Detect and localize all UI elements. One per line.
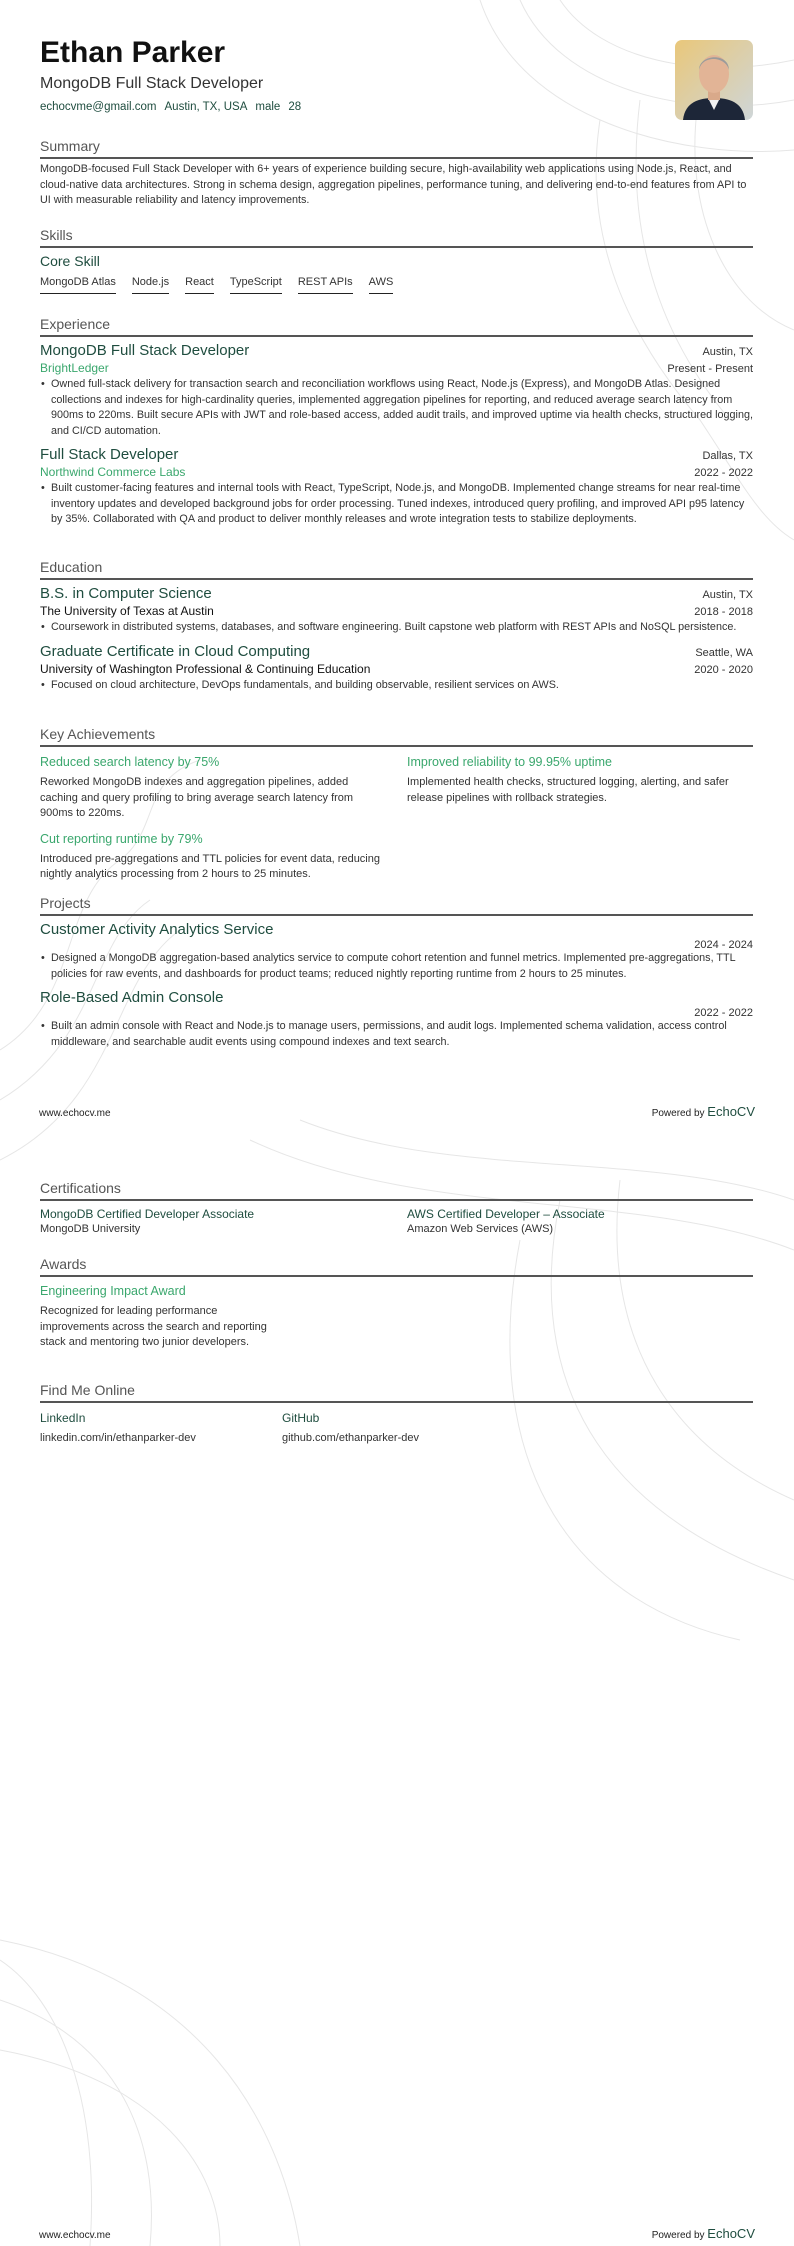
- achievement-desc: Implemented health checks, structured logging, alerting, and safer release pipelines with rollback strategies.: [407, 776, 729, 804]
- certification-item: [407, 1206, 752, 1237]
- edu-location: Seattle, WA: [695, 646, 753, 659]
- email[interactable]: echocvme@gmail.com: [40, 101, 157, 113]
- linkedin-link[interactable]: linkedin.com/in/ethanparker-dev: [40, 1432, 196, 1444]
- online-label: GitHub: [282, 1411, 320, 1425]
- awards-section: [40, 1255, 753, 1351]
- achievement-item: [40, 830, 385, 883]
- online-label: LinkedIn: [40, 1411, 86, 1425]
- education-item: [40, 642, 753, 694]
- certification-item: [40, 1206, 385, 1237]
- section-heading: Certifications: [40, 1179, 753, 1201]
- job-location: Dallas, TX: [702, 450, 753, 462]
- section-heading: Key Achievements: [40, 725, 753, 747]
- job-bullet: • Owned full-stack delivery for transaction search and reconciliation workflows using React, Node.js (Express), and MongoDB Atlas. Designed collections and indexes for high-cardinality queries, implemented aggregation pipelines for reporting, and reduced average search latency from 900ms to 220ms. Built secure APIs with JWT and role-based access, added audit trails, and improved uptime via health checks, structured logging, and CI/CD automation.: [51, 377, 753, 439]
- experience-item: [40, 341, 753, 439]
- job-dates: Present - Present: [667, 363, 753, 375]
- education-item: [40, 584, 753, 636]
- school: University of Washington Professional & Continuing Education: [40, 661, 371, 676]
- achievement-item: [40, 753, 385, 822]
- section-heading: Experience: [40, 315, 753, 337]
- degree: Graduate Certificate in Cloud Computing: [40, 642, 311, 660]
- project-title: Customer Activity Analytics Service: [40, 921, 274, 938]
- job-title: MongoDB Full Stack Developer: [40, 342, 250, 359]
- section-heading: Education: [40, 558, 753, 580]
- online-item: [40, 1410, 282, 1446]
- school: The University of Texas at Austin: [40, 604, 214, 618]
- certification-issuer: Amazon Web Services (AWS): [407, 1223, 554, 1235]
- section-heading: Find Me Online: [40, 1381, 753, 1403]
- candidate-title: MongoDB Full Stack Developer: [40, 75, 264, 92]
- powered-by-label: Powered by: [651, 1108, 705, 1119]
- edu-bullet: • Focused on cloud architecture, DevOps fundamentals, and building observable, resilient services on AWS.: [51, 678, 753, 694]
- skill-tag: TypeScript: [230, 276, 282, 294]
- skill-tags: [40, 276, 753, 294]
- education-section: [40, 558, 753, 693]
- project-item: [40, 988, 753, 1050]
- project-bullet: • Built an admin console with React and Node.js to manage users, permissions, and audit logs. Implemented schema validation, access control middleware, and searchable audit events using compound indexes and text search.: [51, 1019, 753, 1050]
- footer-site-link[interactable]: www.echocv.me: [39, 1108, 111, 1119]
- edu-dates: 2018 - 2018: [694, 606, 753, 618]
- skill-tag: REST APIs: [298, 276, 353, 294]
- project-dates: 2022 - 2022: [694, 1007, 753, 1019]
- candidate-name: Ethan Parker: [40, 36, 226, 69]
- job-title: Full Stack Developer: [40, 446, 179, 463]
- online-item: [282, 1410, 419, 1446]
- skills-section: [40, 226, 753, 294]
- brand-logo[interactable]: EchoCV: [707, 1104, 755, 1119]
- skill-tag: AWS: [369, 276, 394, 294]
- page-footer: [39, 1104, 755, 1119]
- location: Austin, TX, USA: [164, 101, 248, 113]
- brand-logo[interactable]: EchoCV: [707, 2226, 755, 2241]
- achievement-title: Improved reliability to 99.95% uptime: [407, 755, 612, 769]
- project-title: Role-Based Admin Console: [40, 989, 224, 1006]
- achievement-title: Cut reporting runtime by 79%: [40, 831, 203, 846]
- skill-tag: Node.js: [132, 276, 169, 294]
- summary-text: MongoDB-focused Full Stack Developer with 6+ years of experience building secure, high-availability web applications using Node.js, React, and cloud-native data architectures. Strong in schema design, aggregation pipelines, performance tuning, and delivering end-to-end features from API to UI with measurable reliability and latency improvements.: [40, 163, 747, 206]
- page-footer: [39, 2226, 755, 2241]
- profile-photo: [675, 40, 753, 120]
- powered-by-label: Powered by: [651, 2230, 705, 2241]
- certification-issuer: MongoDB University: [40, 1223, 141, 1235]
- achievement-desc: Reworked MongoDB indexes and aggregation pipelines, added caching and query profiling to bring average search latency from 900ms to 220ms.: [40, 776, 354, 819]
- summary-section: [40, 137, 753, 209]
- degree: B.S. in Computer Science: [40, 585, 212, 602]
- age: 28: [288, 101, 302, 113]
- achievement-item: [407, 753, 752, 822]
- resume-header: [40, 36, 753, 115]
- footer-site-link[interactable]: www.echocv.me: [39, 2230, 111, 2241]
- certifications-section: [40, 1179, 753, 1237]
- experience-section: [40, 315, 753, 528]
- skill-tag: React: [185, 276, 214, 294]
- edu-location: Austin, TX: [702, 589, 753, 601]
- powered-by: [652, 1104, 755, 1119]
- job-bullet: • Built customer-facing features and internal tools with React, TypeScript, Node.js, and MongoDB. Implemented change streams for near real-time inventory updates and developed background jobs for order processing. Tuned indexes, introduced query profiling, and improved API p95 latency by 35%. Collaborated with QA and product to deliver monthly releases and wrote integration tests to stabilize deployments.: [51, 481, 753, 528]
- project-bullet: • Designed a MongoDB aggregation-based analytics service to compute cohort retention and funnel metrics. Implemented pre-aggregations, TTL policies for raw events, and dashboards for product teams; reduced nightly reporting runtime from 2 hours to 25 minutes.: [51, 951, 753, 982]
- section-heading: Projects: [40, 894, 753, 916]
- job-location: Austin, TX: [702, 346, 753, 358]
- section-heading: Summary: [40, 137, 753, 159]
- project-dates: 2024 - 2024: [694, 939, 753, 951]
- contact-info: [40, 99, 753, 115]
- achievements-section: [40, 725, 753, 883]
- certification-name: AWS Certified Developer – Associate: [407, 1207, 605, 1221]
- section-heading: Awards: [40, 1255, 753, 1277]
- job-dates: 2022 - 2022: [694, 467, 753, 479]
- experience-item: [40, 445, 753, 528]
- award-desc: Recognized for leading performance improvements across the search and reporting stack and mentoring two junior developers.: [40, 1305, 267, 1348]
- project-item: [40, 920, 753, 982]
- online-section: [40, 1381, 753, 1446]
- achievement-desc: Introduced pre-aggregations and TTL policies for event data, reducing nightly analytics processing from 2 hours to 25 minutes.: [40, 852, 380, 880]
- company-name: BrightLedger: [40, 361, 109, 375]
- certification-name: MongoDB Certified Developer Associate: [40, 1207, 255, 1221]
- projects-section: [40, 894, 753, 1050]
- company-name: Northwind Commerce Labs: [40, 465, 186, 479]
- powered-by: [652, 2226, 755, 2241]
- achievement-title: Reduced search latency by 75%: [40, 755, 220, 769]
- github-link[interactable]: github.com/ethanparker-dev: [282, 1432, 419, 1444]
- skill-tag: MongoDB Atlas: [40, 276, 116, 294]
- skill-group-title: Core Skill: [40, 253, 100, 269]
- edu-bullet: • Coursework in distributed systems, databases, and software engineering. Built capstone web platform with REST APIs and NoSQL persistence.: [51, 620, 753, 636]
- award-item: [40, 1282, 280, 1351]
- edu-dates: 2020 - 2020: [694, 663, 753, 676]
- gender: male: [255, 101, 281, 113]
- award-name: Engineering Impact Award: [40, 1284, 186, 1298]
- section-heading: Skills: [40, 226, 753, 248]
